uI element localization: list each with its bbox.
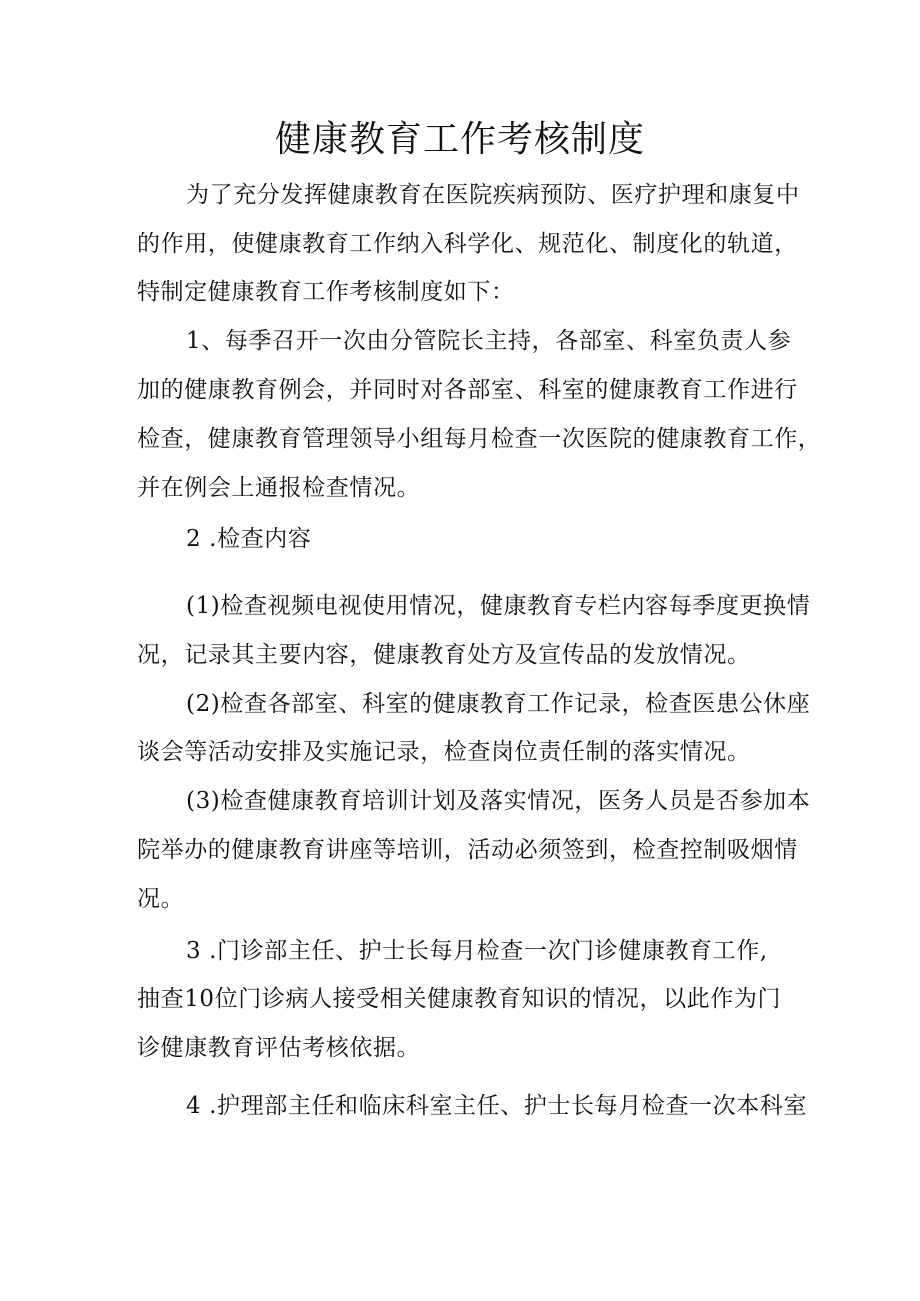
- text-line: 1、每季召开一次由分管院长主持，各部室、科室负责人参: [186, 328, 792, 354]
- text-line: (1)检查视频电视使用情况，健康教育专栏内容每季度更换情: [186, 593, 811, 619]
- text-line: 况。: [137, 886, 185, 912]
- text-line: 抽查10位门诊病人接受相关健康教育知识的情况，以此作为门: [137, 986, 782, 1012]
- text-line: 3 .门诊部主任、护士长每月检查一次门诊健康教育工作,: [186, 938, 768, 964]
- text-line: (3)检查健康教育培训计划及落实情况，医务人员是否参加本: [186, 788, 811, 814]
- section-heading: 2 .检查内容: [186, 526, 312, 552]
- text-line: 况，记录其主要内容，健康教育处方及宣传品的发放情况。: [137, 642, 751, 668]
- text-line: (2)检查各部室、科室的健康教育工作记录，检查医患公休座: [186, 691, 811, 717]
- document-title: 健康教育工作考核制度: [274, 119, 645, 160]
- text-line: 谈会等活动安排及实施记录，检查岗位责任制的落实情况。: [137, 739, 751, 765]
- text-line: 加的健康教育例会，并同时对各部室、科室的健康教育工作进行: [137, 377, 798, 403]
- text-line: 特制定健康教育工作考核制度如下：: [137, 279, 515, 305]
- text-line: 并在例会上通报检查情况。: [137, 475, 421, 501]
- text-line: 院举办的健康教育讲座等培训，活动必须签到，检查控制吸烟情: [137, 837, 798, 863]
- text-line: 检查，健康教育管理领导小组每月检查一次医院的健康教育工作，: [137, 426, 822, 452]
- text-line: 的作用，使健康教育工作纳入科学化、规范化、制度化的轨道，: [137, 231, 798, 257]
- text-line: 诊健康教育评估考核依据。: [137, 1035, 421, 1061]
- text-line: 4 .护理部主任和临床科室主任、护士长每月检查一次本科室: [186, 1093, 808, 1119]
- text-line: 为了充分发挥健康教育在医院疾病预防、医疗护理和康复中: [186, 182, 800, 208]
